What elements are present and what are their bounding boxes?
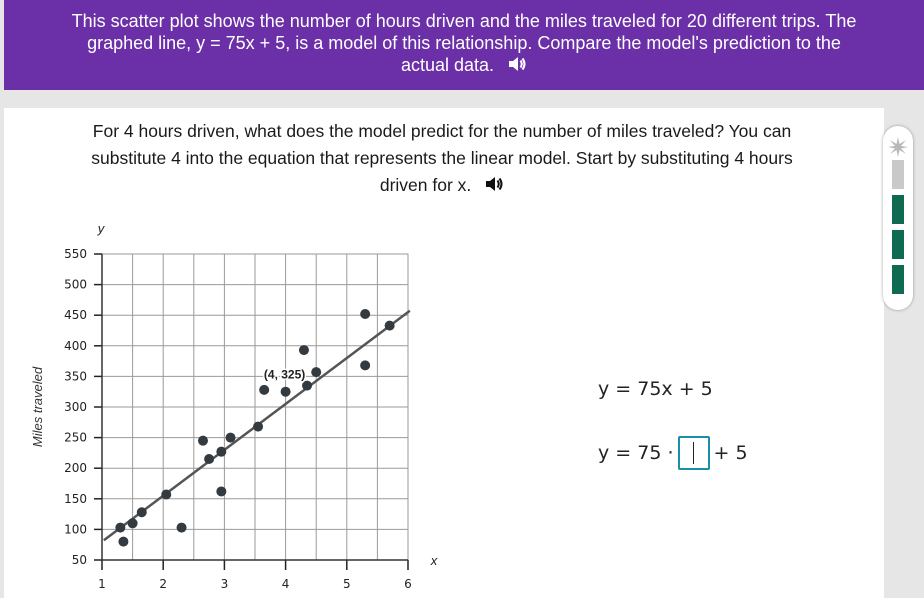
y-tick-label: 550 xyxy=(64,247,87,261)
y-tick-label: 200 xyxy=(64,461,87,476)
data-point xyxy=(253,422,263,432)
text-cursor xyxy=(693,442,695,464)
data-point xyxy=(385,321,395,331)
y-tick-label: 450 xyxy=(64,308,87,323)
data-point xyxy=(299,345,309,355)
y-axis-label: Miles traveled xyxy=(30,366,45,448)
y-tick-label: 300 xyxy=(64,400,87,414)
banner-line-3: actual data. xyxy=(400,55,495,75)
data-point xyxy=(115,523,125,533)
point-annotation: (4, 325) xyxy=(263,367,306,382)
progress-tracker xyxy=(883,126,913,310)
speaker-icon[interactable] xyxy=(507,55,527,78)
progress-segment-empty xyxy=(892,160,904,189)
data-point xyxy=(204,454,214,464)
data-point xyxy=(216,486,226,496)
data-point xyxy=(198,436,208,446)
scatter-plot xyxy=(0,210,460,598)
speaker-icon[interactable] xyxy=(484,174,504,201)
y-tick-label: 350 xyxy=(64,369,87,384)
question-text xyxy=(0,118,884,201)
data-point xyxy=(226,433,236,443)
x-axis-name: x xyxy=(430,553,438,568)
data-point xyxy=(281,387,291,397)
x-tick-label: 5 xyxy=(342,577,351,591)
question-line-2: substitute 4 into the equation that represents the linear model. Start by substituting 4 hours xyxy=(91,148,793,168)
x-tick-label: 6 xyxy=(404,577,412,591)
instruction-banner xyxy=(4,0,924,90)
star-burst-icon xyxy=(887,136,909,158)
progress-segment-filled xyxy=(892,265,904,294)
model-equation: y = 75x + 5 xyxy=(598,378,713,400)
y-tick-label: 50 xyxy=(71,553,87,567)
substitution-prefix: y = 75 · xyxy=(598,442,674,464)
banner-line-2: graphed line, y = 75x + 5, is a model of this relationship. Compare the model's prediction to the xyxy=(87,33,841,53)
x-tick-label: 4 xyxy=(281,577,290,591)
question-line-1: For 4 hours driven, what does the model predict for the number of miles traveled? You can xyxy=(92,121,792,141)
data-point xyxy=(118,537,128,547)
substitution-equation xyxy=(598,436,748,470)
x-tick-label: 1 xyxy=(98,577,106,591)
data-point xyxy=(137,507,147,517)
y-tick-label: 400 xyxy=(64,338,87,353)
data-point xyxy=(128,518,138,528)
x-tick-label: 3 xyxy=(220,577,229,591)
data-point xyxy=(302,381,312,391)
data-point xyxy=(360,360,370,370)
answer-input-box[interactable] xyxy=(678,436,710,470)
x-tick-label: 2 xyxy=(159,577,168,591)
y-tick-label: 500 xyxy=(64,277,87,292)
progress-segment-filled xyxy=(892,230,904,259)
progress-segment-filled xyxy=(892,195,904,224)
data-point xyxy=(360,309,370,319)
y-axis-name: y xyxy=(97,221,105,236)
data-point xyxy=(177,523,187,533)
data-point xyxy=(216,447,226,457)
substitution-suffix: + 5 xyxy=(713,442,748,464)
banner-line-1: This scatter plot shows the number of hours driven and the miles traveled for 20 different trips. The xyxy=(71,11,857,31)
data-point xyxy=(311,367,321,377)
question-line-3: driven for x. xyxy=(379,175,472,195)
y-tick-label: 100 xyxy=(64,522,87,537)
data-point xyxy=(259,385,269,395)
data-point xyxy=(161,490,171,500)
progress-bars xyxy=(888,158,908,298)
y-tick-label: 250 xyxy=(64,430,87,445)
y-tick-label: 150 xyxy=(64,491,87,506)
